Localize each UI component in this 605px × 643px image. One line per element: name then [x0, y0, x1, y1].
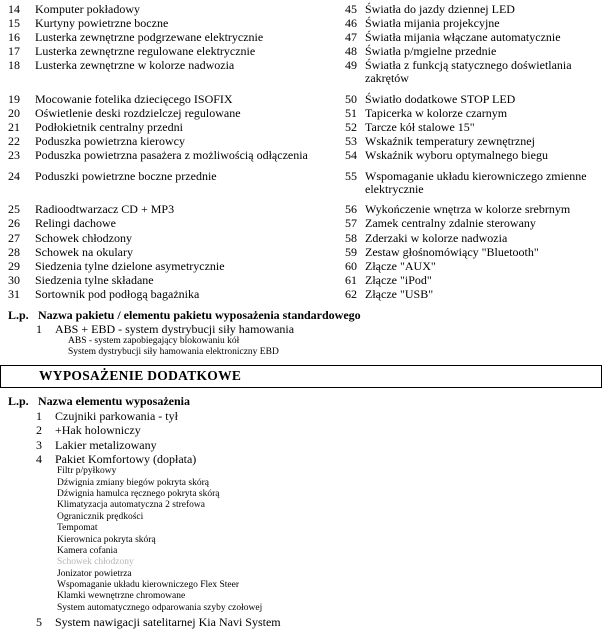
right-item-label: Wspomaganie układu kierowniczego zmienne elektrycznie [365, 168, 587, 196]
left-item-number: 31 [8, 287, 20, 302]
sub-item-label: System automatycznego odparowania szyby czołowej [57, 602, 263, 613]
right-item-number: 53 [345, 134, 357, 149]
standard-package-items [8, 323, 600, 359]
lp-column-header: L.p. [8, 394, 29, 409]
left-item-label: Poduszka powietrzna kierowcy [35, 134, 185, 149]
right-item-label: Złącze "AUX" [365, 258, 436, 273]
left-item-number: 16 [8, 29, 20, 44]
equipment-row [8, 86, 600, 107]
right-item-number: 51 [345, 105, 357, 120]
left-item-label: Oświetlenie deski rozdzielczej regulowane [35, 105, 241, 120]
left-item-label: Poduszki powietrzne boczne przednie [35, 168, 217, 183]
left-item-label: Poduszka powietrzna pasażera z możliwością odłączenia [35, 148, 308, 163]
left-item-number: 25 [8, 202, 20, 217]
standard-equipment-two-column-list [8, 2, 600, 302]
right-item-number: 55 [345, 168, 357, 183]
right-item-number: 45 [345, 1, 357, 16]
sub-item-label: Tempomat [57, 523, 98, 534]
left-item-number: 19 [8, 91, 20, 106]
right-item-label: Zestaw głośnomówiący "Bluetooth" [365, 244, 539, 259]
equipment-row [8, 30, 600, 44]
item-label: Czujniki parkowania - tył [55, 408, 178, 423]
left-item-number: 14 [8, 1, 20, 16]
left-item-label: Siedzenia tylne dzielone asymetrycznie [35, 258, 225, 273]
right-item-label: Zamek centralny zdalnie sterowany [365, 216, 536, 231]
item-number: 1 [36, 322, 42, 337]
right-item-number: 59 [345, 244, 357, 259]
right-item-label: Złącze "USB" [365, 287, 434, 302]
element-name-column-header: Nazwa elementu wyposażenia [38, 394, 190, 409]
right-item-number: 61 [345, 272, 357, 287]
sub-item-label: Kamera cofania [57, 545, 118, 556]
left-item-number: 26 [8, 216, 20, 231]
item-label: Lakier metalizowany [55, 437, 157, 452]
right-item-number: 52 [345, 119, 357, 134]
right-item-label: Wykończenie wnętrza w kolorze srebrnym [365, 202, 571, 217]
list-item [8, 410, 600, 423]
right-item-number: 48 [345, 44, 357, 59]
right-item-number: 46 [345, 15, 357, 30]
equipment-row [8, 120, 600, 134]
right-item-label: Tarcze kół stalowe 15" [365, 119, 475, 134]
left-item-number: 15 [8, 15, 20, 30]
equipment-row [8, 217, 600, 231]
equipment-row [8, 59, 600, 86]
sub-item-label: Klimatyzacja automatyczna 2 strefowa [57, 500, 205, 511]
item-label: Pakiet Komfortowy (dopłata) [55, 452, 197, 467]
right-item-label: Światło dodatkowe STOP LED [365, 91, 516, 106]
right-item-label: Wskaźnik wyboru optymalnego biegu [365, 148, 548, 163]
right-item-number: 57 [345, 216, 357, 231]
item-number: 1 [36, 408, 42, 423]
left-item-label: Lusterka zewnętrzne podgrzewane elektrycznie [35, 29, 264, 44]
sub-item-label: Filtr p/pyłkowy [57, 466, 117, 477]
sub-item-label: Dźwignia zmiany biegów pokryta skórą [57, 477, 209, 488]
left-item-label: Lusterka zewnętrzne w kolorze nadwozia [35, 58, 235, 73]
left-item-number: 30 [8, 272, 20, 287]
left-item-label: Schowek chłodzony [35, 230, 132, 245]
item-number: 5 [36, 614, 42, 629]
left-item-number: 27 [8, 230, 20, 245]
equipment-row [8, 2, 600, 16]
right-item-number: 49 [345, 58, 357, 73]
item-label: ABS + EBD - system dystrybucji siły hamowania [55, 322, 295, 337]
sub-item-label: Jonizator powietrza [57, 568, 132, 579]
equipment-row [8, 288, 600, 302]
left-item-label: Sortownik pod podłogą bagażnika [35, 287, 200, 302]
list-item [8, 616, 600, 629]
left-item-label: Mocowanie fotelika dziecięcego ISOFIX [35, 91, 233, 106]
right-item-label: Światła mijania projekcyjne [365, 15, 500, 30]
right-item-number: 60 [345, 258, 357, 273]
left-item-label: Podłokietnik centralny przedni [35, 119, 183, 134]
right-item-number: 62 [345, 287, 357, 302]
additional-equipment-section-header [0, 365, 602, 389]
left-item-label: Kurtyny powietrzne boczne [35, 15, 169, 30]
left-item-number: 21 [8, 119, 20, 134]
item-number: 4 [36, 452, 42, 467]
equipment-row [8, 16, 600, 30]
list-item [8, 453, 600, 466]
left-item-label: Schowek na okulary [35, 244, 133, 259]
section-title: WYPOSAŻENIE DODATKOWE [39, 367, 242, 383]
sub-item-label: Klamki wewnętrzne chromowane [57, 591, 186, 602]
list-item [8, 323, 600, 336]
additional-equipment-items [8, 410, 600, 629]
right-item-label: Zderzaki w kolorze nadwozia [365, 230, 508, 245]
equipment-row [8, 259, 600, 273]
item-label: +Hak holowniczy [55, 423, 141, 438]
right-item-number: 50 [345, 91, 357, 106]
equipment-row [8, 44, 600, 58]
left-item-label: Komputer pokładowy [35, 1, 140, 16]
right-item-number: 47 [345, 29, 357, 44]
left-item-number: 29 [8, 258, 20, 273]
item-label: System nawigacji satelitarnej Kia Navi System [55, 614, 281, 629]
right-item-label: Światła mijania włączane automatycznie [365, 29, 561, 44]
left-item-label: Radioodtwarzacz CD + MP3 [35, 202, 175, 217]
sub-item-label: Kierownica pokryta skórą [57, 534, 156, 545]
package-name-column-header: Nazwa pakietu / elementu pakietu wyposażenia standardowego [38, 307, 361, 322]
equipment-row [8, 163, 600, 197]
sub-item-label: Schowek chłodzony [57, 557, 134, 568]
equipment-row [8, 231, 600, 245]
left-item-number: 28 [8, 244, 20, 259]
additional-equipment-list-header [8, 395, 600, 408]
left-item-number: 22 [8, 134, 20, 149]
equipment-row [8, 273, 600, 287]
left-item-number: 20 [8, 105, 20, 120]
list-item [8, 424, 600, 437]
equipment-row [8, 149, 600, 163]
equipment-row [8, 245, 600, 259]
equipment-rows-body [8, 2, 600, 302]
sub-item-label: Wspomaganie układu kierowniczego Flex Steer [57, 580, 240, 591]
right-item-label: Światła p/mgielne przednie [365, 44, 497, 59]
standard-package-list-header [8, 309, 600, 322]
equipment-row [8, 106, 600, 120]
equipment-row [8, 134, 600, 148]
right-item-label: Światła do jazdy dziennej LED [365, 1, 515, 16]
sub-item-label: ABS - system zapobiegający blokowaniu kół [68, 336, 240, 347]
left-item-label: Siedzenia tylne składane [35, 272, 154, 287]
left-item-label: Lusterka zewnętrzne regulowane elektrycznie [35, 44, 256, 59]
right-item-number: 54 [345, 148, 357, 163]
right-item-label: Złącze "iPod" [365, 272, 432, 287]
right-item-label: Światła z funkcją statycznego doświetlania zakrętów [365, 58, 572, 86]
sub-item-label: Ogranicznik prędkości [57, 511, 144, 522]
left-item-label: Relingi dachowe [35, 216, 116, 231]
right-item-number: 58 [345, 230, 357, 245]
item-number: 3 [36, 437, 42, 452]
right-item-label: Tapicerka w kolorze czarnym [365, 105, 508, 120]
left-item-number: 17 [8, 44, 20, 59]
item-number: 2 [36, 423, 42, 438]
left-item-number: 18 [8, 58, 20, 73]
right-item-label: Wskaźnik temperatury zewnętrznej [365, 134, 535, 149]
equipment-row [8, 196, 600, 217]
right-item-number: 56 [345, 202, 357, 217]
left-item-number: 24 [8, 168, 20, 183]
list-item [8, 439, 600, 452]
lp-column-header: L.p. [8, 307, 29, 322]
sub-item-label: System dystrybucji siły hamowania elektroniczny EBD [68, 347, 279, 358]
left-item-number: 23 [8, 148, 20, 163]
sub-item-label: Dźwignia hamulca ręcznego pokryta skórą [57, 488, 220, 499]
